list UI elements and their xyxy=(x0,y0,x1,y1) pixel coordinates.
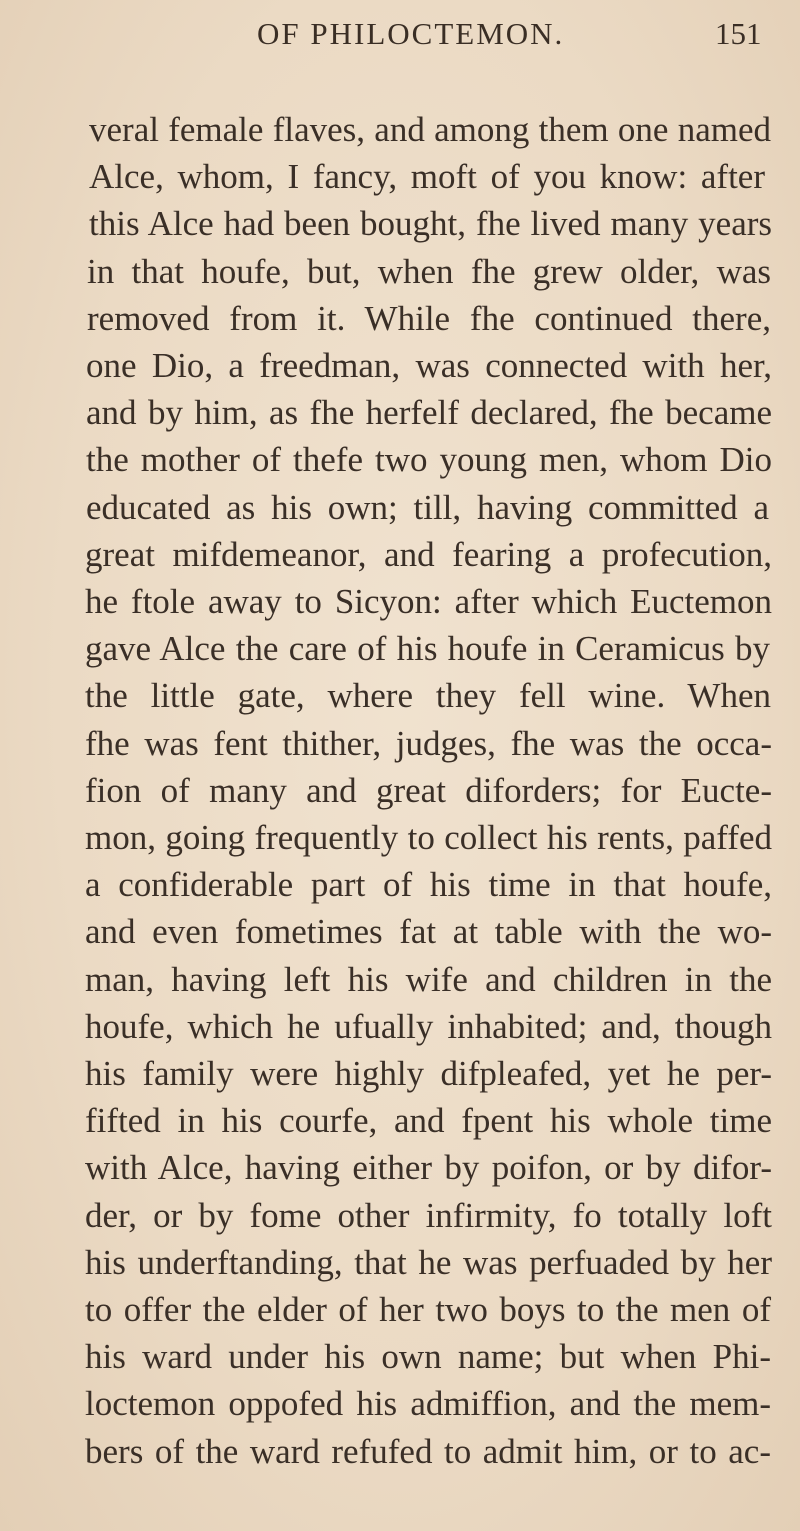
text-line: his ward under his own name; but when Phi- xyxy=(85,1337,771,1377)
text-line: a confiderable part of his time in that houfe, xyxy=(85,865,772,905)
text-line: in that houfe, but, when fhe grew older, was xyxy=(87,251,771,291)
text-line: this Alce had been bought, fhe lived many years xyxy=(89,204,772,244)
text-line: mon, going frequently to collect his rents, paffed xyxy=(85,818,772,857)
text-line: great mifdemeanor, and fearing a profecution, xyxy=(85,534,772,574)
text-line: houfe, which he ufually inhabited; and, though xyxy=(85,1006,772,1046)
running-title: OF PHILOCTEMON. xyxy=(257,16,565,51)
text-line: veral female flaves, and among them one named xyxy=(89,110,771,149)
text-line: Alce, whom, I fancy, moft of you know: after xyxy=(89,157,765,197)
text-line: his family were highly difpleafed, yet he per- xyxy=(85,1054,772,1093)
page-header xyxy=(0,12,800,62)
text-line: man, having left his wife and children in the xyxy=(85,959,772,999)
text-line: and even fometimes fat at table with the wo- xyxy=(85,912,772,952)
text-line: he ftole away to Sicyon: after which Euctemon xyxy=(85,582,772,621)
text-line: bers of the ward refufed to admit him, or to ac- xyxy=(85,1431,771,1471)
text-line: the mother of thefe two young men, whom Dio xyxy=(86,440,772,480)
text-line: with Alce, having either by poifon, or by difor- xyxy=(85,1148,772,1188)
text-line: fion of many and great diforders; for Eucte- xyxy=(85,770,772,810)
page-number: 151 xyxy=(715,16,762,51)
text-line: one Dio, a freedman, was connected with her, xyxy=(86,346,772,385)
text-line: removed from it. While fhe continued there, xyxy=(87,298,771,338)
text-line: fhe was fent thither, judges, fhe was the occa- xyxy=(85,723,772,763)
text-line: and by him, as fhe herfelf declared, fhe became xyxy=(86,393,772,433)
text-line: gave Alce the care of his houfe in Ceramicus by xyxy=(85,629,770,669)
text-line: educated as his own; till, having committed a xyxy=(86,487,769,527)
text-line: der, or by fome other infirmity, fo totally loft xyxy=(85,1195,772,1235)
text-line: his underftanding, that he was perfuaded by her xyxy=(85,1242,772,1282)
text-line: the little gate, where they fell wine. When xyxy=(85,676,771,716)
text-line: loctemon oppofed his admiffion, and the mem- xyxy=(85,1384,771,1424)
text-line: fifted in his courfe, and fpent his whole time xyxy=(85,1101,772,1141)
text-line: to offer the elder of her two boys to the men of xyxy=(85,1290,771,1329)
